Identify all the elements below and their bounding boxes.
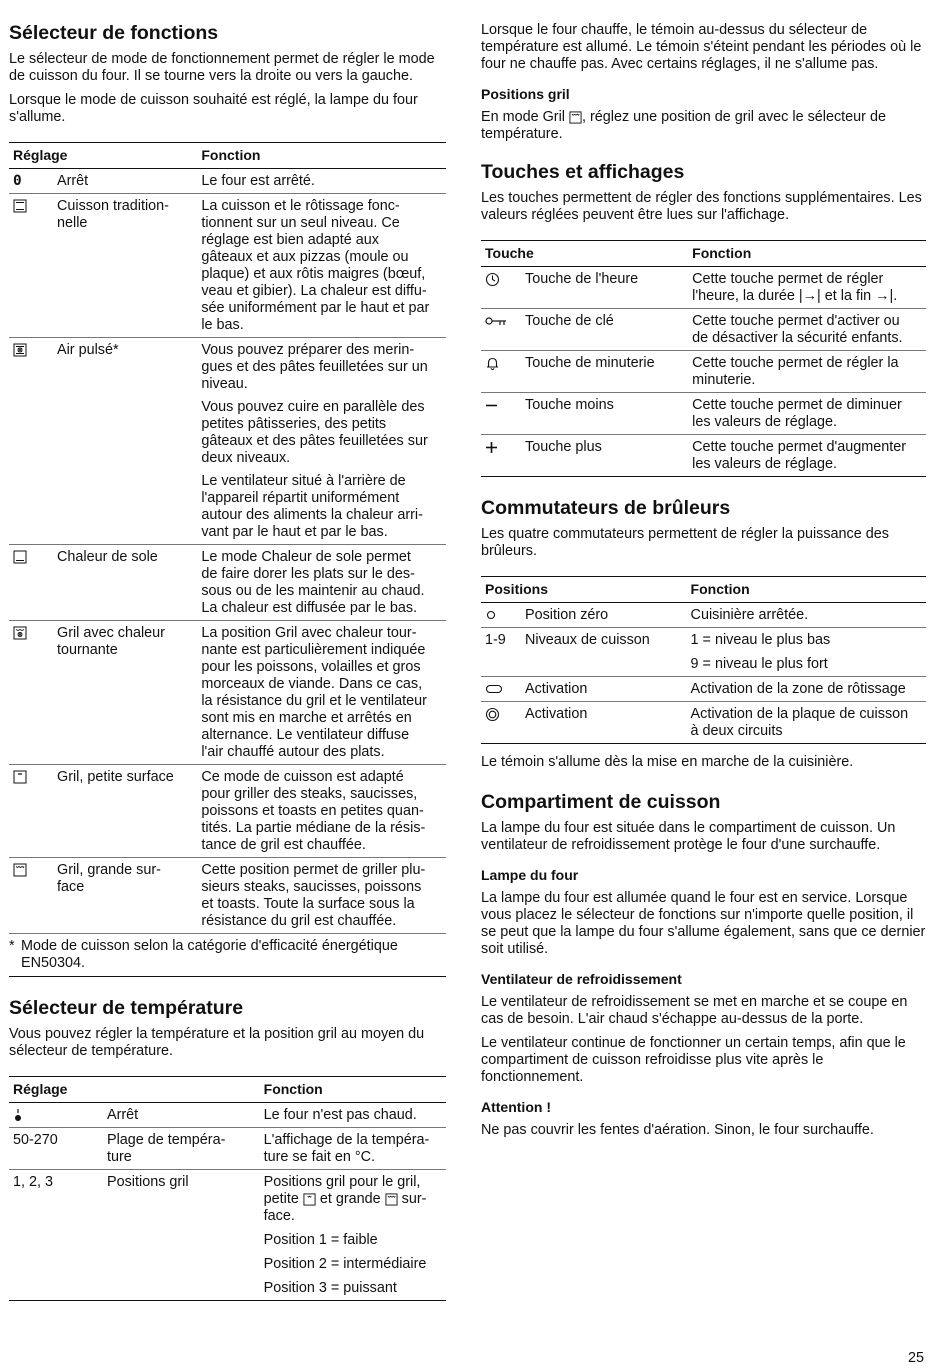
- text: , réglez une position de gril avec le sélecteur de température.: [481, 109, 886, 142]
- table-header: [481, 577, 926, 603]
- subsection-title: Lampe du four: [481, 867, 579, 883]
- right-column: [481, 22, 926, 1146]
- row-desc: Le ventilateur situé à l'arrière de l'appareil répartit uniformément autour des aliments la chaleur arri- vant par le haut et par le bas.: [201, 473, 423, 540]
- col-header-positions: Positions: [481, 577, 687, 603]
- desc-text: et grande: [319, 1191, 381, 1207]
- row-name: Arrêt: [103, 1103, 260, 1128]
- row-name: Touche plus: [521, 435, 688, 477]
- section-title: Sélecteur de fonctions: [9, 22, 219, 44]
- paragraph: Les quatre commutateurs permettent de régler la puissance des brûleurs.: [481, 526, 889, 559]
- row-name: Cuisson tradition- nelle: [53, 194, 197, 338]
- position-1: Position 1 = faible: [263, 1232, 378, 1248]
- row-desc: Activation de la zone de rôtissage: [687, 677, 926, 702]
- desc-text: face.: [263, 1208, 295, 1224]
- section-compartiment: [481, 791, 926, 1139]
- table-row: [481, 309, 926, 351]
- section-selecteur-fonctions: [9, 22, 446, 977]
- row-desc: La position Gril avec chaleur tour- nante est particulièrement indiquée pour les poissons, volailles et gros morceaux de viande. Dans ce cas, la résistance du gril et le ventilateur sont mis en marche et arrêtés en alternance. Le ventilateur diffuse l'air chauffé autour des plats.: [197, 621, 446, 765]
- row-desc: Vous pouvez cuire en parallèle des petites pâtisseries, des petits gâteaux et des pâtes feuilletées sur deux niveaux.: [201, 399, 428, 466]
- paragraph: Le témoin s'allume dès la mise en marche de la cuisinière.: [481, 754, 854, 770]
- text: En mode Gril: [481, 109, 565, 125]
- row-name: Gril, petite surface: [53, 765, 197, 858]
- table-row: [9, 621, 446, 765]
- table-row: [481, 652, 926, 677]
- row-name: Touche moins: [521, 393, 688, 435]
- section-title: Touches et affichages: [481, 161, 685, 183]
- row-name: Arrêt: [53, 169, 197, 194]
- row-name: Touche de clé: [521, 309, 688, 351]
- row-desc: 1 = niveau le plus bas: [690, 632, 831, 648]
- table-row: [481, 393, 926, 435]
- row-desc: [264, 1174, 442, 1225]
- row-desc: Le four n'est pas chaud.: [260, 1103, 446, 1128]
- section-title: Commutateurs de brûleurs: [481, 497, 731, 519]
- plus-icon: [485, 441, 498, 454]
- row-desc: L'affichage de la tempéra- ture se fait en °C.: [260, 1128, 446, 1170]
- table-header: [481, 241, 926, 267]
- position-3: Position 3 = puissant: [263, 1280, 397, 1296]
- row-name: Chaleur de sole: [53, 545, 197, 621]
- bell-icon: [485, 356, 500, 371]
- table-row: [481, 628, 926, 653]
- table-row: [481, 351, 926, 393]
- traditional-heat-icon: [13, 199, 27, 213]
- paragraph: Le sélecteur de mode de fonctionnement permet de régler le mode de cuisson du four. Il se tourne vers la droite ou vers la gauche.: [9, 51, 435, 84]
- row-desc: Cuisinière arrêtée.: [687, 603, 926, 628]
- fan-grill-icon: [13, 626, 27, 640]
- row-name: Gril, grande sur- face: [53, 858, 197, 934]
- table-row: [9, 1170, 446, 1301]
- col-header-touche: Touche: [481, 241, 688, 267]
- dual-circuit-icon: [485, 707, 500, 722]
- section-bruleurs: [481, 497, 926, 771]
- row-desc: Cette touche permet de diminuer les valeurs de réglage.: [688, 393, 926, 435]
- footnote: [9, 934, 446, 977]
- row-desc: Le mode Chaleur de sole permet de faire dorer les plats sur le des- sous ou de les maintenir au chaud. La chaleur est diffusée par le bas.: [197, 545, 446, 621]
- fan-heat-icon: [13, 343, 27, 357]
- paragraph: Lorsque le four chauffe, le témoin au-dessus du sélecteur de température est allumé. Le témoin s'éteint pendant les périodes où le four ne chauffe pas. Avec certains réglages, il ne s'allume pas.: [481, 22, 922, 72]
- col-header-fonction: Fonction: [687, 577, 926, 603]
- grill-small-icon: [13, 770, 27, 784]
- paragraph: Ne pas couvrir les fentes d'aération. Sinon, le four surchauffe.: [481, 1122, 874, 1138]
- subsection-title: Ventilateur de refroidissement: [481, 971, 682, 987]
- col-header-fonction: Fonction: [260, 1077, 446, 1103]
- table-row: [481, 603, 926, 628]
- col-header-reglage: Réglage: [9, 143, 197, 169]
- section-title: Compartiment de cuisson: [481, 791, 721, 813]
- table-row: [481, 702, 926, 744]
- row-name: Plage de tempéra- ture: [103, 1128, 260, 1170]
- row-desc: 9 = niveau le plus fort: [687, 652, 926, 677]
- table-row: [9, 1128, 446, 1170]
- table-row: [481, 267, 926, 309]
- table-row: [9, 194, 446, 338]
- row-desc: La cuisson et le rôtissage fonc- tionnent sur un seul niveau. Ce réglage est bien adapté aux gâteaux et aux pizzas (moule ou plaque) et aux rôtis maigres (bœuf, veau et gibier). La chaleur est diffu- sée uniformément par le haut et par le bas.: [197, 194, 446, 338]
- keys-table: [481, 240, 926, 477]
- minus-icon: [485, 399, 498, 412]
- col-header-reglage: Réglage: [9, 1077, 260, 1103]
- temperature-table: [9, 1076, 446, 1301]
- clock-icon: [485, 272, 500, 287]
- off-dot-icon: [13, 1107, 23, 1123]
- section-touches: [481, 161, 926, 477]
- position-2: Position 2 = intermédiaire: [263, 1256, 427, 1272]
- table-header: [9, 1077, 446, 1103]
- desc-text: Positions gril pour le gril,: [263, 1174, 421, 1190]
- table-row: [481, 677, 926, 702]
- row-desc: Le four est arrêté.: [197, 169, 446, 194]
- bottom-heat-icon: [13, 550, 27, 564]
- row-name: Activation: [521, 702, 687, 744]
- paragraph: La lampe du four est située dans le compartiment de cuisson. Un ventilateur de refroidissement protège le four d'une surchauffe.: [481, 820, 896, 853]
- zero-symbol-icon: 0: [13, 173, 22, 189]
- row-desc: Cette touche permet de régler l'heure, la durée |→| et la fin →|.: [688, 267, 926, 309]
- functions-table: [9, 142, 446, 934]
- desc-text: petite: [263, 1191, 299, 1207]
- paragraph: La lampe du four est allumée quand le four est en service. Lorsque vous placez le sélecteur de fonctions sur n'importe quelle position, il se peut que la lampe du four s'allume également, sans que ce dernier soit utilisé.: [481, 890, 926, 957]
- subsection-title: Attention !: [481, 1099, 551, 1115]
- grill-large-icon: [569, 111, 582, 124]
- burners-table: [481, 576, 926, 744]
- table-row: [9, 858, 446, 934]
- row-name: Touche de l'heure: [521, 267, 688, 309]
- zero-circle-icon: [485, 609, 497, 621]
- subsection-title: Positions gril: [481, 86, 570, 102]
- row-name: Touche de minuterie: [521, 351, 688, 393]
- table-header: [9, 143, 446, 169]
- footnote-text: Mode de cuisson selon la catégorie d'efficacité énergétique EN50304.: [21, 938, 398, 971]
- row-name: Niveaux de cuisson: [525, 632, 650, 648]
- section-selecteur-temperature: [9, 997, 446, 1301]
- col-header-fonction: Fonction: [688, 241, 926, 267]
- row-desc: Cette touche permet d'augmenter les valeurs de réglage.: [688, 435, 926, 477]
- col-header-fonction: Fonction: [197, 143, 446, 169]
- grill-small-icon: [303, 1193, 316, 1206]
- footnote-mark: *: [9, 938, 15, 954]
- table-row: [481, 435, 926, 477]
- desc-text: sur-: [401, 1191, 427, 1207]
- oval-zone-icon: [485, 683, 503, 695]
- row-desc: Cette touche permet d'activer ou de désactiver la sécurité enfants.: [688, 309, 926, 351]
- table-row: [9, 545, 446, 621]
- grill-large-icon: [385, 1193, 398, 1206]
- row-desc: Vous pouvez préparer des merin- gues et des pâtes feuilletées sur un niveau.: [201, 342, 428, 392]
- table-row: [9, 338, 446, 545]
- grill-large-icon: [13, 863, 27, 877]
- paragraph: Le ventilateur continue de fonctionner un certain temps, afin que le compartiment de cuisson refroidisse plus vite après le fonctionnement.: [481, 1035, 906, 1085]
- row-code: 1-9: [485, 632, 506, 648]
- row-desc: Activation de la plaque de cuisson à deux circuits: [687, 702, 926, 744]
- paragraph: Le ventilateur de refroidissement se met en marche et se coupe en cas de besoin. L'air chaud s'échappe au-dessus de la porte.: [481, 994, 908, 1027]
- row-code: 1, 2, 3: [9, 1170, 103, 1301]
- paragraph: Lorsque le mode de cuisson souhaité est réglé, la lampe du four s'allume.: [9, 92, 418, 125]
- row-desc: Cette touche permet de régler la minuterie.: [688, 351, 926, 393]
- row-desc: Ce mode de cuisson est adapté pour griller des steaks, saucisses, poissons et toasts en petites quan- tités. La partie médiane de la résis- tance de gril est chauffée.: [197, 765, 446, 858]
- table-row: [9, 1103, 446, 1128]
- paragraph: Les touches permettent de régler des fonctions supplémentaires. Les valeurs réglées peuvent être lues sur l'affichage.: [481, 190, 922, 223]
- paragraph: Vous pouvez régler la température et la position gril au moyen du sélecteur de température.: [9, 1026, 425, 1059]
- left-column: [9, 22, 446, 1321]
- row-name: Activation: [521, 677, 687, 702]
- row-desc: Cette position permet de griller plu- sieurs steaks, saucisses, poissons et toasts. Toute la surface sous la résistance du gril est chauffée.: [197, 858, 446, 934]
- row-name: Air pulsé*: [53, 338, 197, 545]
- table-row: [9, 169, 446, 194]
- row-name: Positions gril: [103, 1170, 260, 1301]
- section-title: Sélecteur de température: [9, 997, 244, 1019]
- row-name: Position zéro: [521, 603, 687, 628]
- row-code: 50-270: [9, 1128, 103, 1170]
- page-number: 25: [907, 1350, 924, 1366]
- row-name: Gril avec chaleur tournante: [53, 621, 197, 765]
- table-row: [9, 765, 446, 858]
- key-icon: [485, 315, 507, 327]
- paragraph: [481, 109, 926, 143]
